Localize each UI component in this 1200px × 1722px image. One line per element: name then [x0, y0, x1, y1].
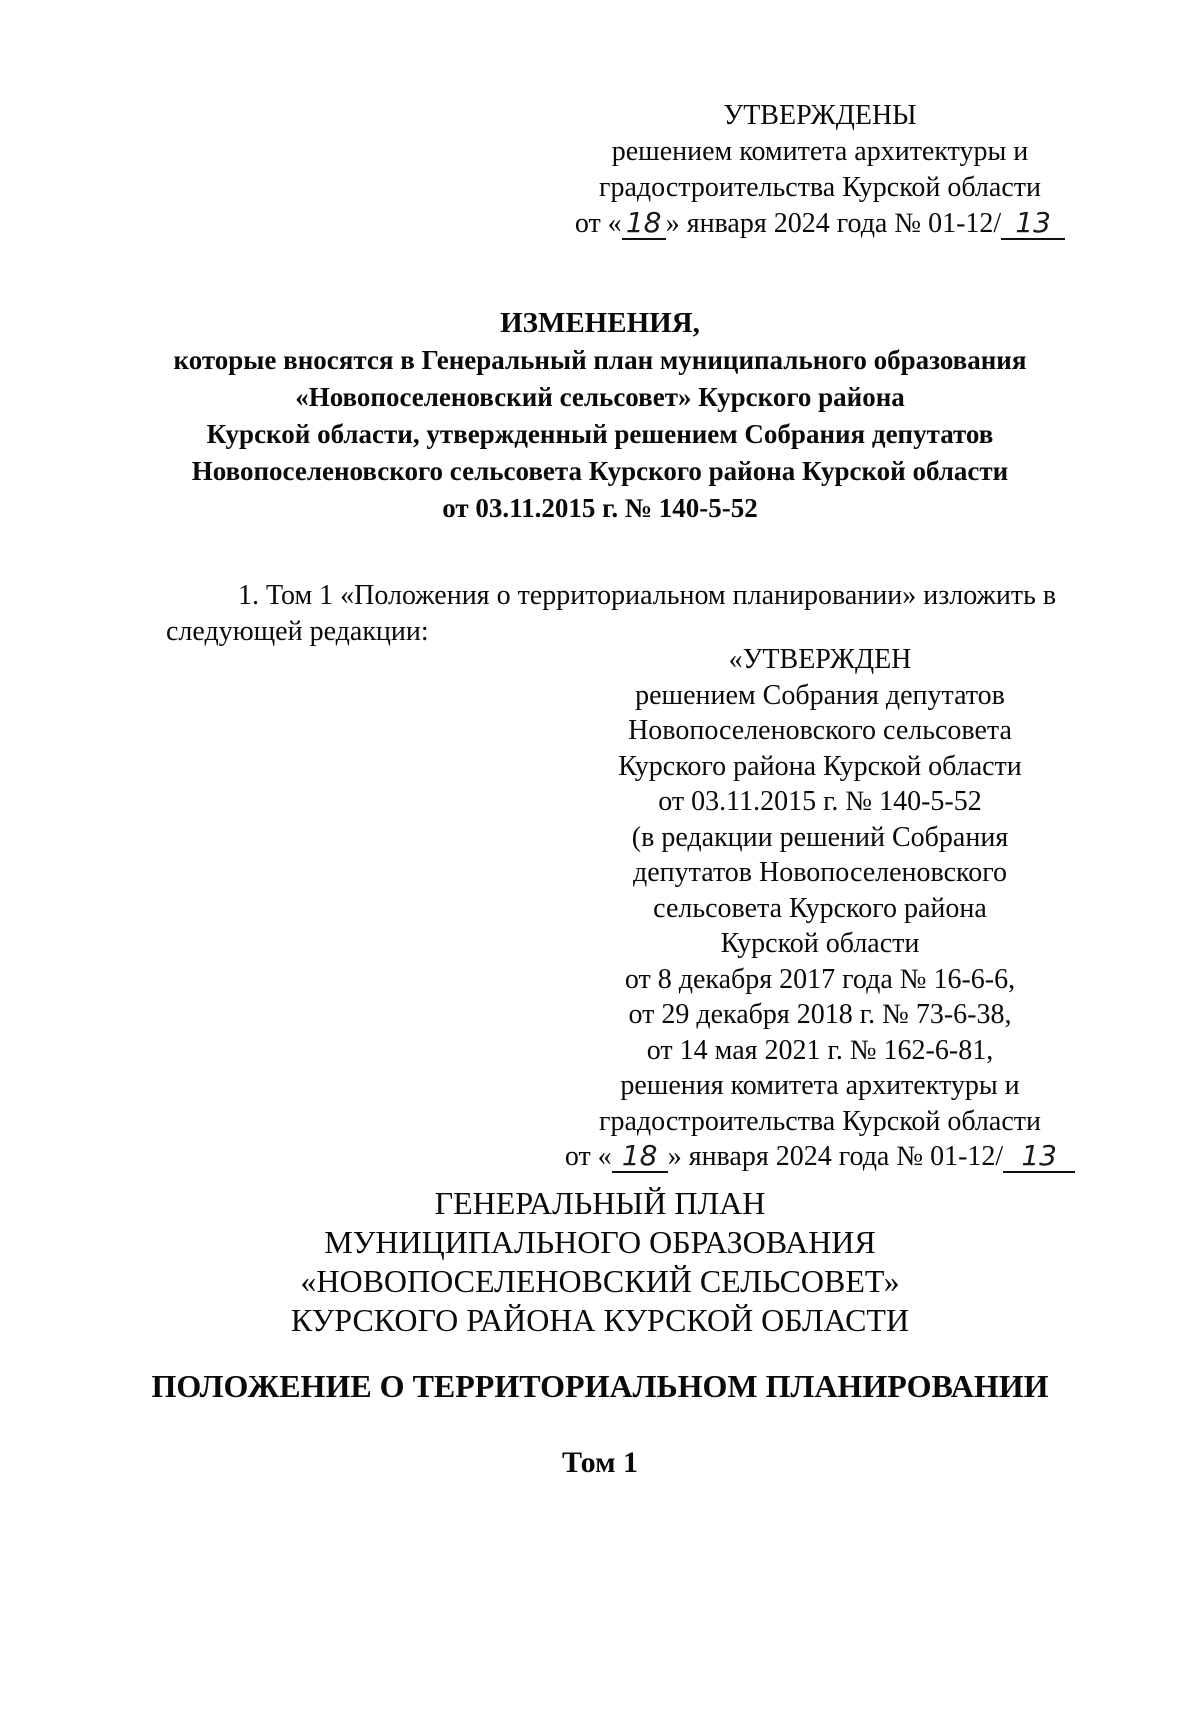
handwritten-day: 18	[612, 1141, 668, 1173]
paragraph-line: следующей редакции:	[166, 616, 429, 647]
approval-line: от 03.11.2015 г. № 140-5-52	[658, 786, 982, 817]
approval-line: Курского района Курской области	[618, 750, 1022, 782]
approval-line: депутатов Новопоселеновского	[633, 857, 1007, 888]
changes-heading	[110, 305, 1090, 527]
approval-line: решением Собрания депутатов	[635, 679, 1005, 711]
approval-date-line	[560, 1139, 1080, 1175]
approval-line: от 29 декабря 2018 г. № 73-6-38,	[628, 999, 1012, 1030]
approval-line: градостроительства Курской области	[599, 1105, 1041, 1137]
approval-title: «УТВЕРЖДЕН	[728, 644, 912, 675]
volume-title: Том 1	[561, 1446, 639, 1479]
date-mid: » января 2024 года № 01-12/	[667, 1141, 1004, 1172]
heading-title: ИЗМЕНЕНИЯ,	[500, 307, 700, 339]
heading-line: от 03.11.2015 г. № 140-5-52	[442, 493, 758, 523]
paragraph-1	[166, 578, 1096, 650]
handwritten-day: 18	[622, 208, 666, 240]
approval-line: (в редакции решений Собрания	[631, 821, 1009, 853]
approval-line: градостроительства Курской области	[599, 172, 1041, 203]
plan-title-line: МУНИЦИПАЛЬНОГО ОБРАЗОВАНИЯ	[324, 1224, 876, 1260]
plan-title-line: ГЕНЕРАЛЬНЫЙ ПЛАН	[434, 1185, 766, 1221]
heading-line: «Новопоселеновский сельсовет» Курского района	[295, 382, 905, 412]
plan-title	[110, 1184, 1090, 1340]
approval-line: от 8 декабря 2017 года № 16-6-6,	[624, 963, 1016, 995]
approval-block-inner	[560, 642, 1080, 1175]
handwritten-number: 13	[1001, 208, 1065, 240]
plan-title-line: «НОВОПОСЕЛЕНОВСКИЙ СЕЛЬСОВЕТ»	[300, 1263, 900, 1299]
date-prefix: от «	[574, 208, 622, 239]
paragraph-line: 1. Том 1 «Положения о территориальном планировании» изложить в	[238, 580, 1057, 611]
approval-line: от 14 мая 2021 г. № 162-6-81,	[646, 1034, 994, 1066]
approval-block-top	[560, 98, 1080, 242]
date-mid: » января 2024 года № 01-12/	[665, 208, 1002, 239]
heading-line: которые вносятся в Генеральный план муниципального образования	[173, 345, 1027, 375]
approval-line: сельсовета Курского района	[653, 892, 987, 924]
regulation-title: ПОЛОЖЕНИЕ О ТЕРРИТОРИАЛЬНОМ ПЛАНИРОВАНИИ	[151, 1368, 1049, 1404]
approval-line: решением комитета архитектуры и	[611, 136, 1029, 167]
plan-title-line: КУРСКОГО РАЙОНА КУРСКОЙ ОБЛАСТИ	[290, 1302, 910, 1338]
approval-line: решения комитета архитектуры и	[620, 1070, 1020, 1101]
heading-line: Курской области, утвержденный решением Собрания депутатов	[206, 419, 994, 449]
heading-line: Новопоселеновского сельсовета Курского района Курской области	[191, 456, 1009, 486]
approval-date-line	[560, 206, 1080, 242]
approval-title: УТВЕРЖДЕНЫ	[723, 100, 917, 131]
handwritten-number: 13	[1003, 1141, 1075, 1173]
date-prefix: от «	[564, 1141, 612, 1172]
approval-line: Новопоселеновского сельсовета	[628, 715, 1012, 746]
approval-line: Курской области	[720, 928, 920, 959]
